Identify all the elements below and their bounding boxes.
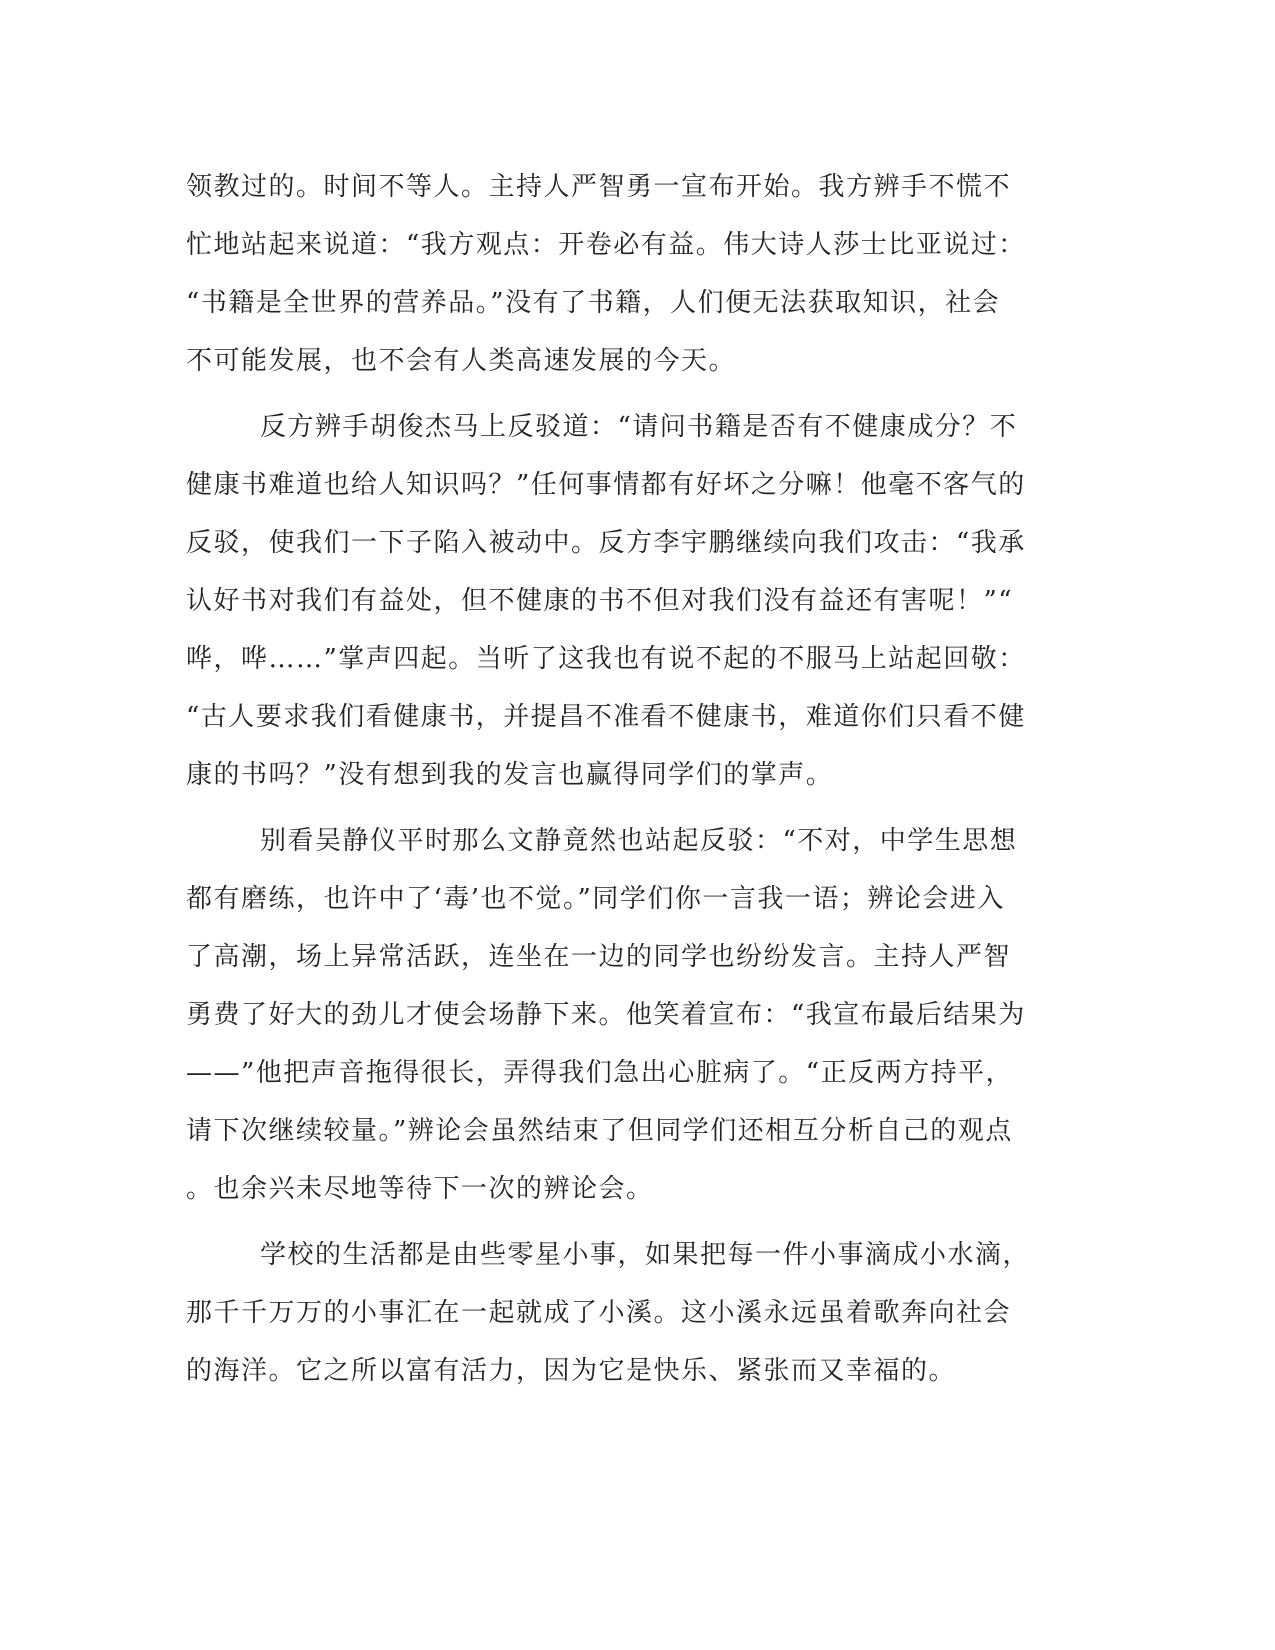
text-line: 了高潮，场上异常活跃，连坐在一边的同学也纷纷发言。主持人严智 [186,942,1012,972]
text-line: 那千千万万的小事汇在一起就成了小溪。这小溪永远虽着歌奔向社会 [186,1298,1012,1328]
text-line: “古人要求我们看健康书，并提昌不准看不健康书，难道你们只看不健 [186,702,1026,732]
text-line: “书籍是全世界的营养品。”没有了书籍，人们便无法获取知识，社会 [186,288,1001,318]
text-line: 健康书难道也给人知识吗？”任何事情都有好坏之分嘛！他毫不客气的 [186,470,1026,500]
text-line: 康的书吗？”没有想到我的发言也赢得同学们的掌声。 [186,760,834,790]
text-line: 请下次继续较量。”辨论会虽然结束了但同学们还相互分析自己的观点 [186,1116,1013,1146]
paragraph-start-line: 学校的生活都是由些零星小事，如果把每一件小事滴成小水滴， [260,1240,1031,1270]
text-line: 不可能发展，也不会有人类高速发展的今天。 [186,346,737,376]
text-line: 哗，哗……”掌声四起。当听了这我也有说不起的不服马上站起回敬： [186,644,1026,674]
text-line: 领教过的。时间不等人。主持人严智勇一宣布开始。我方辨手不慌不 [186,172,1012,202]
text-line: 反驳，使我们一下子陷入被动中。反方李宇鹏继续向我们攻击：“我承 [186,528,1026,558]
document-body [186,158,1046,1400]
text-line: ——”他把声音拖得很长，弄得我们急出心脏病了。“正反两方持平， [186,1058,1014,1088]
text-line: 忙地站起来说道：“我方观点：开卷必有益。伟大诗人莎士比亚说过： [186,230,1026,260]
text-line: 都有磨练，也许中了‘毒’也不觉。”同学们你一言我一语；辨论会进入 [186,884,1005,914]
text-line: 的海洋。它之所以富有活力，因为它是快乐、紧张而又幸福的。 [186,1356,957,1386]
text-line: 。也余兴未尽地等待下一次的辨论会。 [186,1174,654,1204]
text-line: 认好书对我们有益处，但不健康的书不但对我们没有益还有害呢！”“ [186,586,1014,616]
text-line: 勇费了好大的劲儿才使会场静下来。他笑着宣布：“我宣布最后结果为 [186,1000,1026,1030]
paragraph-start-line: 别看吴静仪平时那么文静竟然也站起反驳：“不对，中学生思想 [260,826,1018,856]
paragraph-start-line: 反方辨手胡俊杰马上反驳道：“请问书籍是否有不健康成分？不 [260,412,1018,442]
